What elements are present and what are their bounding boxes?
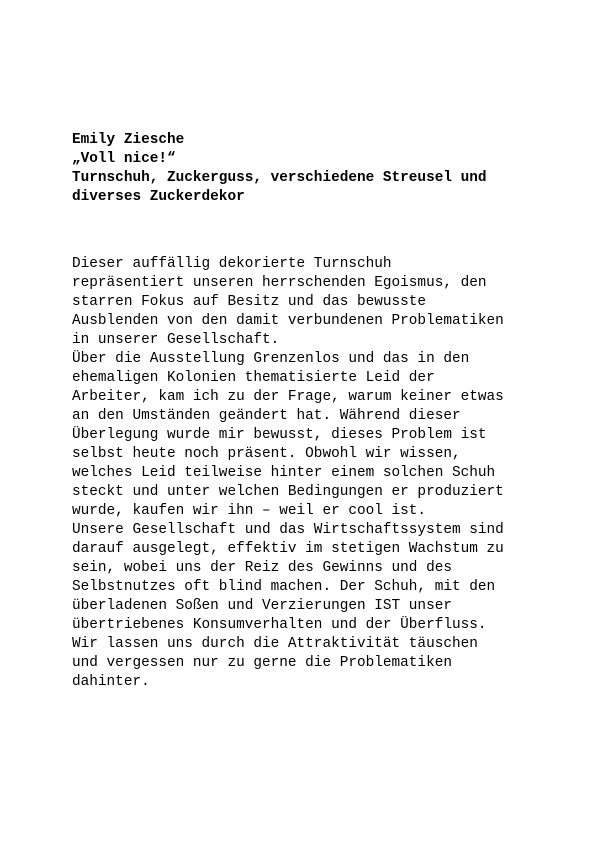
author-name: Emily Ziesche xyxy=(72,132,185,148)
text-line: übertriebenes Konsumverhalten und der Überfluss. xyxy=(72,617,487,633)
text-line: Überlegung wurde mir bewusst, dieses Problem ist xyxy=(72,427,487,443)
text-line: Wir lassen uns durch die Attraktivität täuschen xyxy=(72,636,478,652)
text-line: Unsere Gesellschaft und das Wirtschaftssystem sind xyxy=(72,522,504,538)
text-line: dahinter. xyxy=(72,674,150,690)
text-line: in unserer Gesellschaft. xyxy=(72,332,280,348)
text-line: welches Leid teilweise hinter einem solchen Schuh xyxy=(72,465,496,481)
text-line: überladenen Soßen und Verzierungen IST unser xyxy=(72,598,452,614)
text-line: steckt und unter welchen Bedingungen er produziert xyxy=(72,484,504,500)
materials-line-1: Turnschuh, Zuckerguss, verschiedene Streusel und xyxy=(72,170,487,186)
text-line: Dieser auffällig dekorierte Turnschuh xyxy=(72,256,392,272)
text-line: Selbstnutzes oft blind machen. Der Schuh, mit den xyxy=(72,579,496,595)
document-page xyxy=(72,131,542,692)
text-line: wurde, kaufen wir ihn – weil er cool ist. xyxy=(72,503,427,519)
text-line: Arbeiter, kam ich zu der Frage, warum keiner etwas xyxy=(72,389,504,405)
text-line: Ausblenden von den damit verbundenen Problematiken xyxy=(72,313,504,329)
materials-line-2: diverses Zuckerdekor xyxy=(72,189,245,205)
text-line: an den Umständen geändert hat. Während dieser xyxy=(72,408,461,424)
text-line: selbst heute noch präsent. Obwohl wir wissen, xyxy=(72,446,461,462)
artwork-title: „Voll nice!“ xyxy=(72,151,176,167)
text-line: Über die Ausstellung Grenzenlos und das in den xyxy=(72,351,470,367)
text-line: starren Fokus auf Besitz und das bewusste xyxy=(72,294,427,310)
text-line: und vergessen nur zu gerne die Problematiken xyxy=(72,655,452,671)
text-line: darauf ausgelegt, effektiv im stetigen Wachstum zu xyxy=(72,541,504,557)
text-line: sein, wobei uns der Reiz des Gewinns und des xyxy=(72,560,452,576)
text-line: ehemaligen Kolonien thematisierte Leid der xyxy=(72,370,435,386)
artwork-description xyxy=(72,255,542,692)
artwork-header xyxy=(72,131,542,207)
text-line: repräsentiert unseren herrschenden Egoismus, den xyxy=(72,275,487,291)
